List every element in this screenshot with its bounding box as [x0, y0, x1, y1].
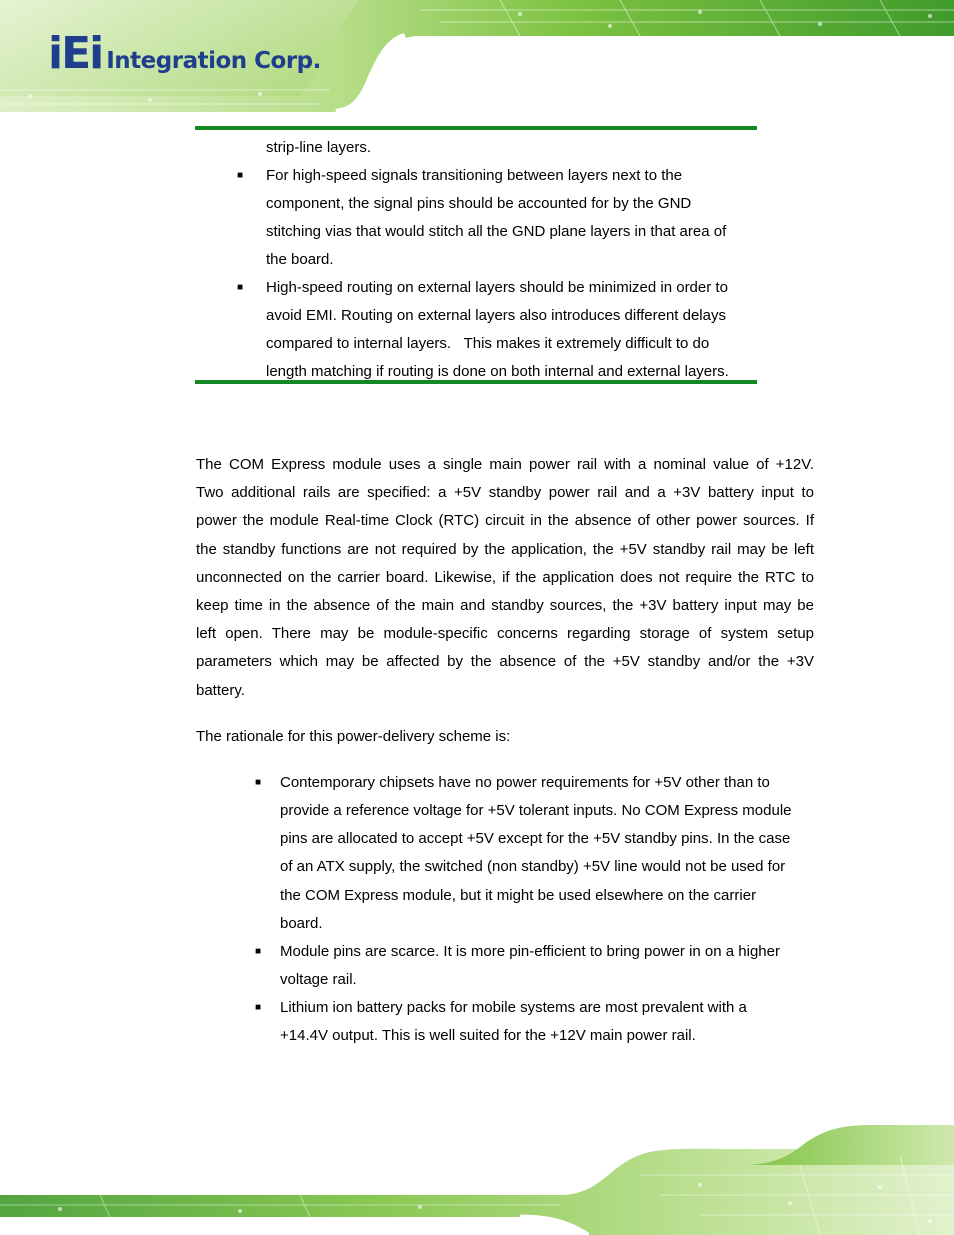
company-logo	[48, 28, 321, 79]
bullet-icon: ■	[255, 946, 262, 957]
paragraph-line: the standby functions are not required by the application, the +5V standby rail may be left	[196, 540, 814, 558]
logo-text: Integration Corp.	[106, 48, 321, 74]
list-item-1-line-4: of an ATX supply, the switched (non standby) +5V line would not be used for	[280, 858, 786, 875]
paragraph-line: Two additional rails are specified: a +5V standby power rail and a +3V battery input to	[196, 484, 814, 502]
note-item-2-line-4: length matching if routing is done on both internal and external layers.	[266, 363, 729, 380]
note-item-1-line-3: stitching vias that would stitch all the GND plane layers in that area of	[266, 223, 727, 240]
paragraph-line: The COM Express module uses a single main power rail with a nominal value of +12V.	[196, 456, 814, 473]
paragraph-line: unconnected on the carrier board. Likewise, if the application does not require the RTC to	[196, 568, 814, 586]
list-item-1-line-6: board.	[280, 915, 323, 932]
note-item-2-line-3: compared to internal layers. This makes it extremely difficult to do	[266, 335, 710, 352]
bullet-icon: ■	[255, 1002, 262, 1013]
footer-banner	[0, 1125, 954, 1235]
list-item-1-line-3: pins are allocated to accept +5V except for the +5V standby pins. In the case	[280, 830, 791, 847]
list-item-1-line-1: Contemporary chipsets have no power requirements for +5V other than to	[280, 774, 770, 791]
note-item-1-line-2: component, the signal pins should be accounted for by the GND	[266, 195, 692, 212]
power-rail-paragraph	[196, 451, 814, 705]
note-continuation: strip-line layers.	[266, 139, 372, 156]
logo-mark: iEi	[48, 28, 103, 79]
list-item-1-line-5: the COM Express module, but it might be used elsewhere on the carrier	[280, 887, 757, 904]
list-item-1-line-2: provide a reference voltage for +5V tolerant inputs. No COM Express module	[280, 802, 792, 819]
footer-graphic	[0, 1125, 954, 1235]
list-item-2-line-2: voltage rail.	[280, 971, 357, 988]
bullet-icon: ■	[237, 170, 244, 181]
header-banner	[0, 0, 954, 120]
list-item-3-line-2: +14.4V output. This is well suited for the +12V main power rail.	[280, 1027, 696, 1044]
paragraph-line: battery.	[196, 681, 245, 699]
list-item-3-line-1: Lithium ion battery packs for mobile systems are most prevalent with a	[280, 999, 747, 1016]
paragraph-line: parameters which may be affected by the absence of the +5V standby and/or the +3V	[196, 653, 814, 671]
note-item-1-line-1: For high-speed signals transitioning between layers next to the	[266, 167, 683, 184]
note-item-1-line-4: the board.	[266, 251, 334, 268]
note-box	[195, 126, 757, 384]
rationale-intro: The rationale for this power-delivery scheme is:	[196, 728, 511, 745]
paragraph-line: power the module Real-time Clock (RTC) circuit in the absence of other power sources. If	[196, 512, 814, 530]
list-item-2-line-1: Module pins are scarce. It is more pin-efficient to bring power in on a higher	[280, 943, 780, 960]
note-item-2-line-2: avoid EMI. Routing on external layers also introduces different delays	[266, 307, 726, 324]
note-item-2-line-1: High-speed routing on external layers should be minimized in order to	[266, 279, 728, 296]
bullet-icon: ■	[255, 777, 262, 788]
paragraph-line: keep time in the absence of the main and standby sources, the +3V battery input may be	[196, 597, 814, 615]
paragraph-line: left open. There may be module-specific concerns regarding storage of system setup	[196, 625, 814, 643]
bullet-icon: ■	[237, 282, 244, 293]
